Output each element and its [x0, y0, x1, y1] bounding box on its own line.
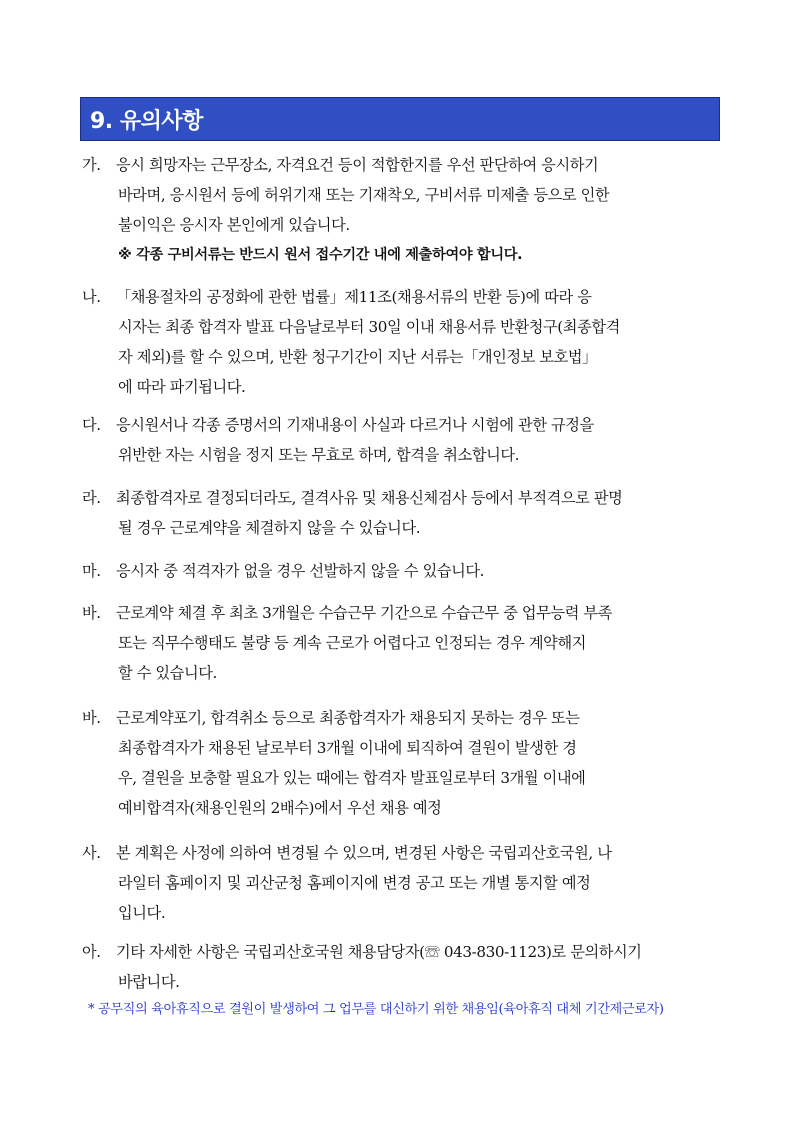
notice-item-ga: [82, 150, 726, 270]
item-line: 바라며, 응시원서 등에 허위기재 또는 기재착오, 구비서류 미제출 등으로 인한: [118, 186, 610, 204]
item-line: 또는 직무수행태도 불량 등 계속 근로가 어렵다고 인정되는 경우 계약해지: [118, 634, 586, 652]
section-title: 9. 유의사항: [90, 108, 203, 134]
item-line: 에 따라 파기됩니다.: [118, 378, 246, 396]
item-line: 근로계약 체결 후 최초 3개월은 수습근무 기간으로 수습근무 중 업무능력 부족: [116, 604, 612, 622]
item-line: 위반한 자는 시험을 정지 또는 무효로 하며, 합격을 취소합니다.: [118, 446, 520, 464]
item-line: 할 수 있습니다.: [118, 664, 217, 682]
item-line: 예비합격자(채용인원의 2배수)에서 우선 채용 예정: [118, 799, 442, 817]
footnote: * 공무직의 육아휴직으로 결원이 발생하여 그 업무를 대신하기 위한 채용임(육아휴직 대체 기간제근로자): [88, 1002, 664, 1017]
item-line: 응시 희망자는 근무장소, 자격요건 등이 적합한지를 우선 판단하여 응시하기: [116, 156, 599, 174]
notice-item-ba-1: [82, 598, 726, 688]
notice-item-sa: [82, 838, 726, 928]
item-line: 근로계약포기, 합격취소 등으로 최종합격자가 채용되지 못하는 경우 또는: [116, 709, 580, 727]
item-line: 될 경우 근로계약을 체결하지 않을 수 있습니다.: [118, 519, 421, 537]
required-docs-note: ※ 각종 구비서류는 반드시 원서 접수기간 내에 제출하여야 합니다.: [118, 247, 523, 263]
item-line: 응시자 중 적격자가 없을 경우 선발하지 않을 수 있습니다.: [116, 562, 485, 580]
item-marker: 아.: [82, 943, 101, 961]
item-marker: 나.: [82, 288, 101, 306]
item-line: 바랍니다.: [118, 973, 180, 991]
notice-item-ma: [82, 556, 726, 586]
notice-item-da: [82, 410, 726, 470]
item-line: 라일터 홈페이지 및 괴산군청 홈페이지에 변경 공고 또는 개별 통지할 예정: [118, 874, 591, 892]
item-line: 시자는 최종 합격자 발표 다음날로부터 30일 이내 채용서류 반환청구(최종합격: [118, 318, 620, 336]
item-line: 불이익은 응시자 본인에게 있습니다.: [118, 216, 350, 234]
item-line: 응시원서나 각종 증명서의 기재내용이 사실과 다르거나 시험에 관한 규정을: [116, 416, 594, 434]
item-line: 본 계획은 사정에 의하여 변경될 수 있으며, 변경된 사항은 국립괴산호국원, 나: [116, 844, 612, 862]
item-marker: 다.: [82, 416, 101, 434]
notice-item-a: [82, 937, 726, 997]
section-header: [80, 97, 720, 141]
item-marker: 사.: [82, 844, 101, 862]
item-line: 입니다.: [118, 904, 166, 922]
item-marker: 가.: [82, 156, 101, 174]
item-line: 최종합격자가 채용된 날로부터 3개월 이내에 퇴직하여 결원이 발생한 경: [118, 739, 577, 757]
item-marker: 바.: [82, 709, 101, 727]
item-line: 우, 결원을 보충할 필요가 있는 때에는 합격자 발표일로부터 3개월 이내에: [118, 769, 586, 787]
item-marker: 바.: [82, 604, 101, 622]
item-marker: 라.: [82, 489, 101, 507]
item-marker: 마.: [82, 562, 101, 580]
notice-item-na: [82, 282, 726, 402]
notice-item-ra: [82, 483, 726, 543]
item-line: 최종합격자로 결정되더라도, 결격사유 및 채용신체검사 등에서 부적격으로 판명: [116, 489, 623, 507]
notice-item-ba-2: [82, 703, 726, 823]
item-line: 「채용절차의 공정화에 관한 법률」제11조(채용서류의 반환 등)에 따라 응: [116, 288, 592, 306]
item-line: 기타 자세한 사항은 국립괴산호국원 채용담당자(☏ 043-830-1123)로 문의하시기: [116, 943, 642, 961]
item-line: 자 제외)를 할 수 있으며, 반환 청구기간이 지난 서류는「개인정보 보호법」: [118, 348, 597, 366]
